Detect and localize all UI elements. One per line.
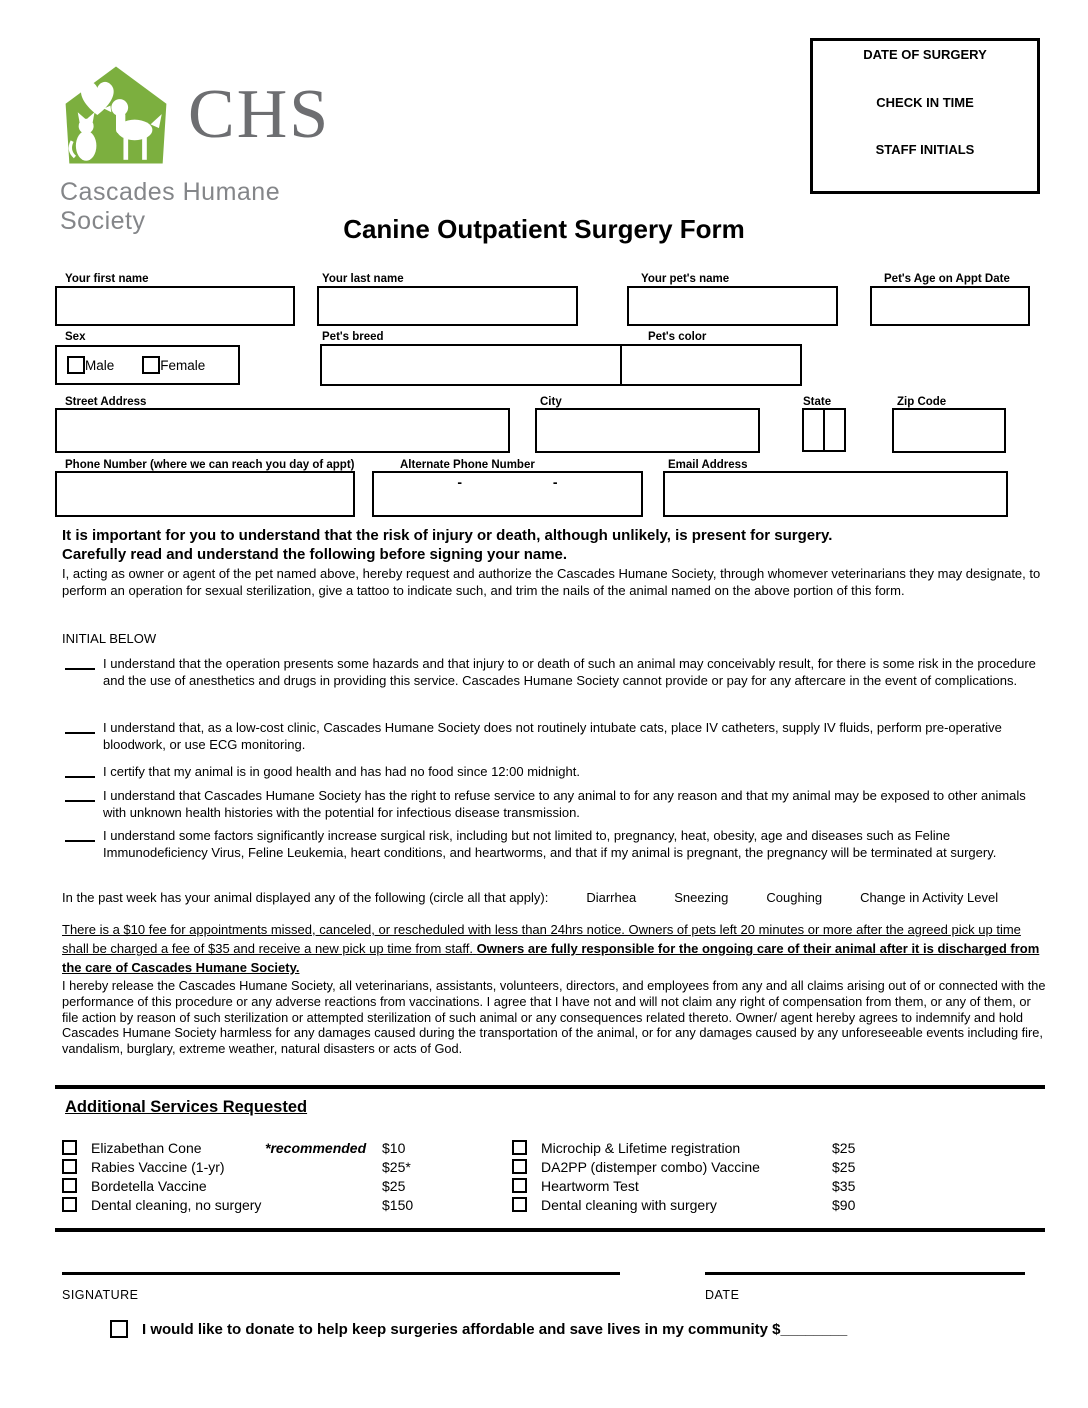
initial-item-5: I understand some factors significantly increase surgical risk, including but not limited to, pregnancy, heat, obesity, age and diseases such as Feline Immunodeficiency Virus, Feline Leukemia, heart conditions, and heartworms, and that if my animal is pregnant, the pregnancy will be terminated at surgery. <box>65 827 1045 861</box>
alt-phone-separators: - - <box>457 474 558 490</box>
service-row-dental-with-surgery: Dental cleaning with surgery $90 <box>512 1195 912 1214</box>
first-name-field[interactable] <box>55 286 295 326</box>
service-price: $35 <box>832 1177 856 1194</box>
symptoms-question: In the past week has your animal displayed any of the following (circle all that apply): <box>62 890 549 905</box>
service-row-da2pp-vaccine: DA2PP (distemper combo) Vaccine $25 <box>512 1157 912 1176</box>
state-label: State <box>803 396 832 408</box>
service-row-elizabethan-cone: Elizabethan Cone *recommended $10 <box>62 1138 462 1157</box>
page-title: Canine Outpatient Surgery Form <box>343 214 745 244</box>
symptom-option-coughing[interactable]: Coughing <box>766 890 823 905</box>
additional-services-heading: Additional Services Requested <box>65 1098 308 1116</box>
date-of-surgery-label: DATE OF SURGERY <box>863 47 987 62</box>
phone-field[interactable] <box>55 471 355 517</box>
email-field[interactable] <box>663 471 1008 517</box>
service-row-microchip: Microchip & Lifetime registration $25 <box>512 1138 912 1157</box>
section-divider-bottom <box>55 1228 1045 1232</box>
service-price: $25 <box>832 1139 856 1156</box>
authorization-paragraph: I, acting as owner or agent of the pet named above, hereby request and authorize the Cascades Humane Society, through whomever veterinarians they may designate, to perform an operation for sexual sterilization, give a tattoo to indicate such, and trim the nails of the animal named on the above portion of this form. <box>62 566 1041 598</box>
symptoms-question-row <box>62 890 1062 905</box>
elizabethan-cone-checkbox[interactable] <box>62 1140 77 1155</box>
services-right-column <box>512 1138 912 1214</box>
initials-blank-3[interactable] <box>65 763 95 778</box>
initials-blank-4[interactable] <box>65 787 95 802</box>
logo-acronym: CHS <box>188 76 331 153</box>
chs-logo <box>60 56 360 236</box>
email-label: Email Address <box>668 459 748 471</box>
last-name-field[interactable] <box>317 286 578 326</box>
last-name-label: Your last name <box>322 273 404 285</box>
state-field-char2[interactable] <box>823 408 846 452</box>
section-divider-top <box>55 1085 1045 1089</box>
city-field[interactable] <box>535 408 760 453</box>
phone-label: Phone Number (where we can reach you day of appt) <box>65 459 355 471</box>
alt-phone-label: Alternate Phone Number <box>400 459 535 471</box>
state-field-char1[interactable] <box>802 408 825 452</box>
female-label: Female <box>160 357 206 373</box>
initial-item-3: I certify that my animal is in good health and has had no food since 12:00 midnight. <box>65 763 1045 780</box>
initials-blank-5[interactable] <box>65 827 95 842</box>
color-field[interactable] <box>620 344 802 386</box>
pet-age-field[interactable] <box>870 286 1030 326</box>
rabies-vaccine-checkbox[interactable] <box>62 1159 77 1174</box>
chs-house-logo-icon <box>60 56 172 174</box>
check-in-time-label: CHECK IN TIME <box>876 94 974 110</box>
logo-org-name: Cascades Humane Society <box>60 178 281 235</box>
initial-item-1: I understand that the operation presents some hazards and that injury to or death of such an animal may conceivably result, for there is some risk in the procedure and the use of anesthetics and drugs in providing this service. Cascades Humane Society cannot provide or pay for any aftercare in the event of complications. <box>65 655 1045 689</box>
service-price: $10 <box>382 1139 406 1156</box>
sex-field <box>55 345 240 385</box>
initial-item-2: I understand that, as a low-cost clinic, Cascades Humane Society does not routinely intubate cats, place IV catheters, supply IV fluids, perform pre-operative bloodwork, or use ECG monitoring. <box>65 719 1045 753</box>
service-price: $25 <box>832 1158 856 1175</box>
symptom-option-sneezing[interactable]: Sneezing <box>674 890 729 905</box>
street-field[interactable] <box>55 408 510 453</box>
initials-blank-1[interactable] <box>65 655 95 670</box>
city-label: City <box>540 396 562 408</box>
service-row-heartworm-test: Heartworm Test $35 <box>512 1176 912 1195</box>
signature-label: SIGNATURE <box>62 1288 139 1302</box>
donation-row <box>110 1320 847 1338</box>
services-left-column <box>62 1138 462 1214</box>
date-label: DATE <box>705 1288 740 1302</box>
initials-blank-2[interactable] <box>65 719 95 734</box>
service-price: $150 <box>382 1196 414 1213</box>
staff-initials-label: STAFF INITIALS <box>875 142 975 157</box>
signature-line[interactable] <box>62 1272 620 1275</box>
initial-item-4: I understand that Cascades Humane Society has the right to refuse service to any animal to for any reason and that my animal may be exposed to other animals with unknown health histories with the potential for infectious disease transmission. <box>65 787 1045 821</box>
initial-below-label: INITIAL BELOW <box>62 631 157 646</box>
service-price: $90 <box>832 1196 856 1213</box>
male-label: Male <box>85 357 115 373</box>
service-price: $25* <box>382 1158 411 1175</box>
symptom-option-activity[interactable]: Change in Activity Level <box>860 890 999 905</box>
male-checkbox[interactable] <box>67 356 85 374</box>
dental-no-surgery-checkbox[interactable] <box>62 1197 77 1212</box>
service-row-bordetella-vaccine: Bordetella Vaccine $25 <box>62 1176 462 1195</box>
dental-with-surgery-checkbox[interactable] <box>512 1197 527 1212</box>
breed-field[interactable] <box>320 344 622 386</box>
street-label: Street Address <box>65 396 147 408</box>
service-row-dental-no-surgery: Dental cleaning, no surgery $150 <box>62 1195 462 1214</box>
staff-use-box <box>810 38 1040 194</box>
donation-text: I would like to donate to help keep surgeries affordable and save lives in my community $________ <box>142 1320 848 1338</box>
bordetella-vaccine-checkbox[interactable] <box>62 1178 77 1193</box>
da2pp-vaccine-checkbox[interactable] <box>512 1159 527 1174</box>
date-line[interactable] <box>705 1272 1025 1275</box>
risk-warning: It is important for you to understand that the risk of injury or death, although unlikely, is present for surgery. Carefully read and understand the following before signing your name. <box>62 527 833 563</box>
color-label: Pet's color <box>648 331 707 343</box>
pet-name-field[interactable] <box>627 286 838 326</box>
breed-label: Pet's breed <box>322 331 384 343</box>
service-row-rabies-vaccine: Rabies Vaccine (1-yr) $25* <box>62 1157 462 1176</box>
zip-field[interactable] <box>892 408 1006 453</box>
release-paragraph: I hereby release the Cascades Humane Society, all veterinarians, assistants, volunteers, directors, and employees from any and all claims arising out of or connected with the performance of this procedure or any adverse reactions from vaccinations. I agree that I have not and will not claim any right of compensation from them, or any of them, or file action by reason of such sterilization or attempted sterilization of such animal or any consequences related thereto. Owner/ agent hereby agrees to indemnify and hold Cascades Humane Society harmless for any damages caused during the transportation of the animal, or for any damages caused by any unforeseeable events including fire, vandalism, burglary, extreme weather, natural disasters or acts of God. <box>62 978 1046 1057</box>
first-name-label: Your first name <box>65 273 149 285</box>
recommended-note: *recommended <box>265 1139 367 1156</box>
heartworm-test-checkbox[interactable] <box>512 1178 527 1193</box>
zip-label: Zip Code <box>897 396 947 408</box>
donation-checkbox[interactable] <box>110 1320 128 1338</box>
sex-label: Sex <box>65 331 86 343</box>
pet-age-label: Pet's Age on Appt Date <box>884 273 1010 285</box>
service-price: $25 <box>382 1177 406 1194</box>
female-checkbox[interactable] <box>142 356 160 374</box>
symptom-option-diarrhea[interactable]: Diarrhea <box>586 890 637 905</box>
microchip-checkbox[interactable] <box>512 1140 527 1155</box>
pet-name-label: Your pet's name <box>641 273 730 285</box>
fee-policy-paragraph: There is a $10 fee for appointments missed, canceled, or rescheduled with less than 24hrs notice. Owners of pets left 20 minutes or more after the agreed pick up time shall be charged a fee of $35 and receive a new pick up time from staff. Owners are fully responsible for the ongoing care of their animal after it is discharged from the care of Cascades Humane Society. <box>62 922 1040 975</box>
